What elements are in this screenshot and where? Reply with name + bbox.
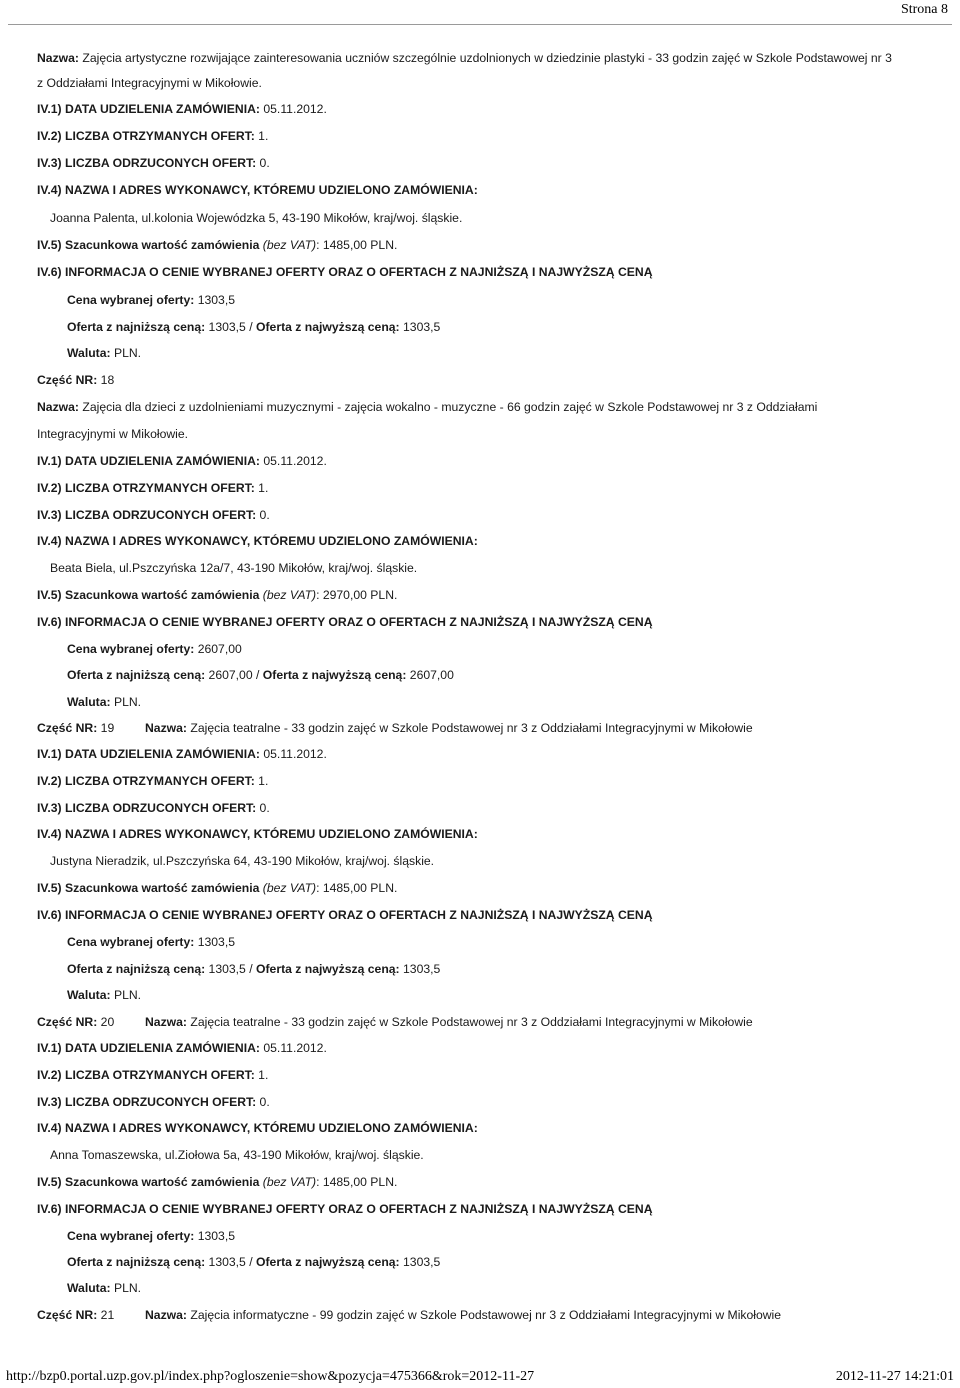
part17-waluta: Waluta: PLN. bbox=[67, 346, 142, 360]
part19-liczba-odrzuconych: IV.3) LICZBA ODRZUCONYCH OFERT: 0. bbox=[37, 801, 270, 815]
part19-informacja-heading: IV.6) INFORMACJA O CENIE WYBRANEJ OFERTY ORAZ O OFERTACH Z NAJNIŻSZĄ I NAJWYŻSZĄ CENĄ bbox=[37, 908, 653, 922]
part19-liczba-otrzymanych: IV.2) LICZBA OTRZYMANYCH OFERT: 1. bbox=[37, 774, 269, 788]
part18-oferty-zakres: Oferta z najniższą ceną: 2607,00 / Oferta z najwyższą ceną: 2607,00 bbox=[67, 668, 454, 682]
part17-informacja-heading: IV.6) INFORMACJA O CENIE WYBRANEJ OFERTY ORAZ O OFERTACH Z NAJNIŻSZĄ I NAJWYŻSZĄ CENĄ bbox=[37, 265, 653, 279]
part20-liczba-odrzuconych: IV.3) LICZBA ODRZUCONYCH OFERT: 0. bbox=[37, 1095, 270, 1109]
part19-oferty-zakres: Oferta z najniższą ceną: 1303,5 / Oferta z najwyższą ceną: 1303,5 bbox=[67, 962, 441, 976]
part18-waluta: Waluta: PLN. bbox=[67, 695, 142, 709]
page-number: Strona 8 bbox=[900, 2, 948, 17]
part20-informacja-heading: IV.6) INFORMACJA O CENIE WYBRANEJ OFERTY ORAZ O OFERTACH Z NAJNIŻSZĄ I NAJWYŻSZĄ CENĄ bbox=[37, 1202, 653, 1216]
part19-nazwa: Nazwa: Zajęcia teatralne - 33 godzin zajęć w Szkole Podstawowej nr 3 z Oddziałami Integracyjnymi w Mikołowie bbox=[145, 721, 753, 735]
part17-wykonawca: Joanna Palenta, ul.kolonia Wojewódzka 5, 43-190 Mikołów, kraj/woj. śląskie. bbox=[50, 211, 463, 225]
part17-cena-wybranej: Cena wybranej oferty: 1303,5 bbox=[67, 293, 235, 307]
part18-wartosc: IV.5) Szacunkowa wartość zamówienia (bez VAT): 2970,00 PLN. bbox=[37, 588, 398, 602]
header-divider bbox=[8, 24, 952, 25]
part19-waluta: Waluta: PLN. bbox=[67, 988, 142, 1002]
part17-oferty-zakres: Oferta z najniższą ceną: 1303,5 / Oferta z najwyższą ceną: 1303,5 bbox=[67, 320, 441, 334]
footer-timestamp: 2012-11-27 14:21:01 bbox=[835, 1369, 954, 1384]
part17-nazwa-cont: z Oddziałami Integracyjnymi w Mikołowie. bbox=[37, 76, 262, 90]
part19-wykonawca-heading: IV.4) NAZWA I ADRES WYKONAWCY, KTÓREMU UDZIELONO ZAMÓWIENIA: bbox=[37, 827, 478, 841]
part20-wykonawca-heading: IV.4) NAZWA I ADRES WYKONAWCY, KTÓREMU UDZIELONO ZAMÓWIENIA: bbox=[37, 1121, 478, 1135]
part17-wartosc: IV.5) Szacunkowa wartość zamówienia (bez VAT): 1485,00 PLN. bbox=[37, 238, 398, 252]
part17-liczba-otrzymanych: IV.2) LICZBA OTRZYMANYCH OFERT: 1. bbox=[37, 129, 269, 143]
part21-czesc-nr: Część NR: 21 bbox=[37, 1308, 115, 1322]
part19-cena-wybranej: Cena wybranej oferty: 1303,5 bbox=[67, 935, 235, 949]
part20-nazwa: Nazwa: Zajęcia teatralne - 33 godzin zajęć w Szkole Podstawowej nr 3 z Oddziałami Integracyjnymi w Mikołowie bbox=[145, 1015, 753, 1029]
part18-data-udzielenia: IV.1) DATA UDZIELENIA ZAMÓWIENIA: 05.11.2012. bbox=[37, 454, 327, 468]
part18-wykonawca: Beata Biela, ul.Pszczyńska 12a/7, 43-190 Mikołów, kraj/woj. śląskie. bbox=[50, 561, 418, 575]
part18-liczba-otrzymanych: IV.2) LICZBA OTRZYMANYCH OFERT: 1. bbox=[37, 481, 269, 495]
part20-cena-wybranej: Cena wybranej oferty: 1303,5 bbox=[67, 1229, 235, 1243]
part17-data-udzielenia: IV.1) DATA UDZIELENIA ZAMÓWIENIA: 05.11.2012. bbox=[37, 102, 327, 116]
part18-informacja-heading: IV.6) INFORMACJA O CENIE WYBRANEJ OFERTY ORAZ O OFERTACH Z NAJNIŻSZĄ I NAJWYŻSZĄ CENĄ bbox=[37, 615, 653, 629]
part20-oferty-zakres: Oferta z najniższą ceną: 1303,5 / Oferta z najwyższą ceną: 1303,5 bbox=[67, 1255, 441, 1269]
part20-wartosc: IV.5) Szacunkowa wartość zamówienia (bez VAT): 1485,00 PLN. bbox=[37, 1175, 398, 1189]
part20-wykonawca: Anna Tomaszewska, ul.Ziołowa 5a, 43-190 Mikołów, kraj/woj. śląskie. bbox=[50, 1148, 424, 1162]
part19-wartosc: IV.5) Szacunkowa wartość zamówienia (bez VAT): 1485,00 PLN. bbox=[37, 881, 398, 895]
footer-url: http://bzp0.portal.uzp.gov.pl/index.php?ogloszenie=show&pozycja=475366&rok=2012-11-27 bbox=[6, 1369, 535, 1384]
part20-waluta: Waluta: PLN. bbox=[67, 1281, 142, 1295]
part19-czesc-nr: Część NR: 19 bbox=[37, 721, 115, 735]
part18-nazwa-cont: Integracyjnymi w Mikołowie. bbox=[37, 427, 189, 441]
part21-nazwa: Nazwa: Zajęcia informatyczne - 99 godzin zajęć w Szkole Podstawowej nr 3 z Oddziałami Integracyjnymi w Mikołowie bbox=[145, 1308, 782, 1322]
part18-nazwa: Nazwa: Zajęcia dla dzieci z uzdolnieniami muzycznymi - zajęcia wokalno - muzyczne - 66 godzin zajęć w Szkole Podstawowej nr 3 z Oddziałami bbox=[37, 400, 818, 414]
part19-data-udzielenia: IV.1) DATA UDZIELENIA ZAMÓWIENIA: 05.11.2012. bbox=[37, 747, 327, 761]
part17-liczba-odrzuconych: IV.3) LICZBA ODRZUCONYCH OFERT: 0. bbox=[37, 156, 270, 170]
part17-wykonawca-heading: IV.4) NAZWA I ADRES WYKONAWCY, KTÓREMU UDZIELONO ZAMÓWIENIA: bbox=[37, 183, 478, 197]
part18-czesc-nr: Część NR: 18 bbox=[37, 373, 115, 387]
part18-cena-wybranej: Cena wybranej oferty: 2607,00 bbox=[67, 642, 242, 656]
part19-wykonawca: Justyna Nieradzik, ul.Pszczyńska 64, 43-190 Mikołów, kraj/woj. śląskie. bbox=[50, 854, 435, 868]
part20-liczba-otrzymanych: IV.2) LICZBA OTRZYMANYCH OFERT: 1. bbox=[37, 1068, 269, 1082]
part18-liczba-odrzuconych: IV.3) LICZBA ODRZUCONYCH OFERT: 0. bbox=[37, 508, 270, 522]
part20-data-udzielenia: IV.1) DATA UDZIELENIA ZAMÓWIENIA: 05.11.2012. bbox=[37, 1041, 327, 1055]
part20-czesc-nr: Część NR: 20 bbox=[37, 1015, 115, 1029]
part18-wykonawca-heading: IV.4) NAZWA I ADRES WYKONAWCY, KTÓREMU UDZIELONO ZAMÓWIENIA: bbox=[37, 534, 478, 548]
part17-nazwa: Nazwa: Zajęcia artystyczne rozwijające zainteresowania uczniów szczególnie uzdolnionych w dziedzinie plastyki - 33 godzin zajęć w Szkole Podstawowej nr 3 bbox=[37, 51, 892, 65]
